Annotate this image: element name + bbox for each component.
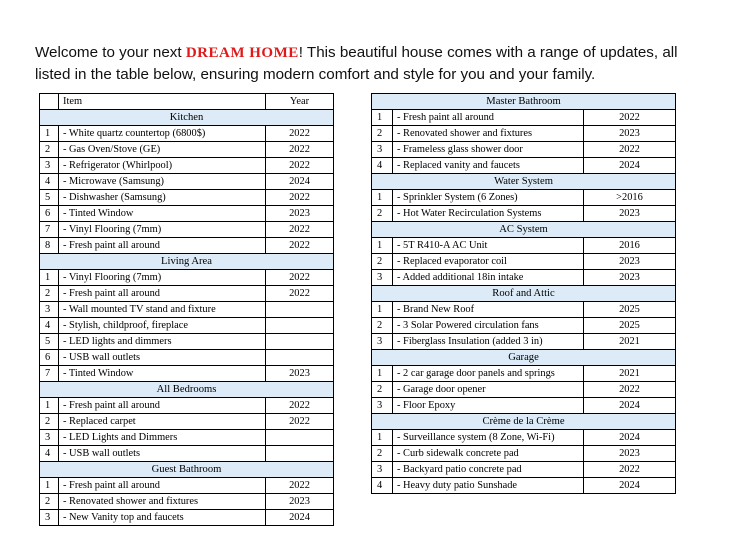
- row-year: [266, 446, 334, 462]
- row-number: 1: [372, 302, 393, 318]
- row-item: - New Vanity top and faucets: [59, 510, 266, 526]
- section-title: Living Area: [40, 254, 334, 270]
- table-row: [40, 366, 334, 382]
- row-number: 7: [40, 366, 59, 382]
- table-row: [372, 430, 676, 446]
- section-title: Water System: [372, 174, 676, 190]
- row-item: - Microwave (Samsung): [59, 174, 266, 190]
- section-header-row: [372, 286, 676, 302]
- table-row: [40, 318, 334, 334]
- row-number: 1: [372, 430, 393, 446]
- table-row: [40, 174, 334, 190]
- row-year: 2023: [266, 494, 334, 510]
- row-year: [266, 430, 334, 446]
- row-number: 1: [372, 110, 393, 126]
- row-year: 2024: [583, 430, 675, 446]
- row-year: 2016: [583, 238, 675, 254]
- table-row: [40, 494, 334, 510]
- table-row: [40, 302, 334, 318]
- table-row: [40, 158, 334, 174]
- row-item: - Vinyl Flooring (7mm): [59, 222, 266, 238]
- table-row: [40, 398, 334, 414]
- table-row: [40, 510, 334, 526]
- table-row: [372, 302, 676, 318]
- table-row: [372, 206, 676, 222]
- table-row: [40, 126, 334, 142]
- table-row: [372, 142, 676, 158]
- row-number: 1: [40, 270, 59, 286]
- row-item: - Fresh paint all around: [59, 286, 266, 302]
- table-row: [372, 126, 676, 142]
- row-year: 2024: [266, 174, 334, 190]
- row-year: 2024: [583, 158, 675, 174]
- row-number: 2: [40, 142, 59, 158]
- section-title: Crème de la Crème: [372, 414, 676, 430]
- table-row: [40, 222, 334, 238]
- section-header-row: [40, 382, 334, 398]
- row-number: 4: [40, 174, 59, 190]
- section-title: Kitchen: [40, 110, 334, 126]
- table-row: [372, 158, 676, 174]
- row-item: - 3 Solar Powered circulation fans: [393, 318, 584, 334]
- row-year: 2024: [583, 398, 675, 414]
- row-item: - Floor Epoxy: [393, 398, 584, 414]
- row-year: 2025: [583, 302, 675, 318]
- row-item: - Heavy duty patio Sunshade: [393, 478, 584, 494]
- row-year: 2023: [266, 206, 334, 222]
- row-year: >2016: [583, 190, 675, 206]
- row-year: [266, 318, 334, 334]
- table-row: [372, 478, 676, 494]
- section-header-row: [372, 414, 676, 430]
- row-item: - Fresh paint all around: [59, 398, 266, 414]
- row-number: 4: [372, 478, 393, 494]
- section-title: Garage: [372, 350, 676, 366]
- intro-text-after: ! This beautiful house comes with a range of updates, all listed in the table below, ensuring modern comfort and style for you and your family.: [35, 44, 678, 83]
- row-item: - Renovated shower and fixtures: [393, 126, 584, 142]
- row-number: 1: [372, 366, 393, 382]
- dream-home-highlight: DREAM HOME: [185, 45, 299, 61]
- table-row: [40, 286, 334, 302]
- row-item: - Fresh paint all around: [59, 238, 266, 254]
- row-item: - Sprinkler System (6 Zones): [393, 190, 584, 206]
- section-title: Master Bathroom: [372, 94, 676, 110]
- row-year: 2024: [583, 478, 675, 494]
- row-number: 3: [372, 142, 393, 158]
- section-header-row: [372, 174, 676, 190]
- row-item: - Replaced carpet: [59, 414, 266, 430]
- row-number: 3: [40, 430, 59, 446]
- row-number: 6: [40, 206, 59, 222]
- row-item: - Vinyl Flooring (7mm): [59, 270, 266, 286]
- row-year: 2022: [266, 238, 334, 254]
- row-number: 1: [372, 238, 393, 254]
- row-year: 2024: [266, 510, 334, 526]
- section-header-row: [40, 254, 334, 270]
- header-item-cell: Item: [59, 94, 266, 110]
- row-item: - Curb sidewalk concrete pad: [393, 446, 584, 462]
- row-item: - LED Lights and Dimmers: [59, 430, 266, 446]
- table-row: [40, 206, 334, 222]
- row-number: 2: [40, 494, 59, 510]
- row-year: 2022: [266, 158, 334, 174]
- section-header-row: [40, 462, 334, 478]
- row-item: - Fresh paint all around: [393, 110, 584, 126]
- row-number: 3: [40, 510, 59, 526]
- row-number: 1: [40, 126, 59, 142]
- table-row: [40, 238, 334, 254]
- row-item: - Replaced evaporator coil: [393, 254, 584, 270]
- row-number: 1: [40, 478, 59, 494]
- row-item: - Wall mounted TV stand and fixture: [59, 302, 266, 318]
- table-row: [372, 318, 676, 334]
- header-year-cell: Year: [266, 94, 334, 110]
- intro-text-before: Welcome to your next: [35, 44, 186, 61]
- table-row: [40, 190, 334, 206]
- row-number: 3: [372, 462, 393, 478]
- row-number: 6: [40, 350, 59, 366]
- row-year: 2023: [583, 270, 675, 286]
- row-item: - LED lights and dimmers: [59, 334, 266, 350]
- row-year: 2025: [583, 318, 675, 334]
- row-item: - Stylish, childproof, fireplace: [59, 318, 266, 334]
- section-title: All Bedrooms: [40, 382, 334, 398]
- row-item: - Brand New Roof: [393, 302, 584, 318]
- row-item: - 5T R410-A AC Unit: [393, 238, 584, 254]
- row-number: 1: [40, 398, 59, 414]
- row-year: 2022: [266, 142, 334, 158]
- row-number: 3: [372, 334, 393, 350]
- row-year: 2022: [266, 270, 334, 286]
- row-item: - White quartz countertop (6800$): [59, 126, 266, 142]
- row-number: 1: [372, 190, 393, 206]
- row-year: 2022: [266, 414, 334, 430]
- row-item: - Garage door opener: [393, 382, 584, 398]
- row-number: 3: [372, 270, 393, 286]
- row-item: - Fresh paint all around: [59, 478, 266, 494]
- row-number: 2: [372, 206, 393, 222]
- row-item: - 2 car garage door panels and springs: [393, 366, 584, 382]
- section-header-row: [372, 350, 676, 366]
- row-item: - Refrigerator (Whirlpool): [59, 158, 266, 174]
- row-year: 2022: [583, 110, 675, 126]
- row-year: 2023: [583, 126, 675, 142]
- table-row: [372, 254, 676, 270]
- row-year: 2022: [583, 462, 675, 478]
- row-year: 2022: [266, 126, 334, 142]
- row-number: 2: [372, 446, 393, 462]
- row-number: 3: [372, 398, 393, 414]
- row-year: 2023: [583, 446, 675, 462]
- row-year: [266, 302, 334, 318]
- table-row: [372, 238, 676, 254]
- section-title: AC System: [372, 222, 676, 238]
- table-row: [40, 350, 334, 366]
- row-item: - Tinted Window: [59, 366, 266, 382]
- row-item: - Added additional 18in intake: [393, 270, 584, 286]
- row-item: - Surveillance system (8 Zone, Wi-Fi): [393, 430, 584, 446]
- row-item: - USB wall outlets: [59, 350, 266, 366]
- row-number: 2: [372, 318, 393, 334]
- right-updates-table: [371, 93, 676, 494]
- row-item: - Frameless glass shower door: [393, 142, 584, 158]
- row-item: - Replaced vanity and faucets: [393, 158, 584, 174]
- table-row: [372, 398, 676, 414]
- row-year: 2023: [583, 254, 675, 270]
- row-number: 3: [40, 158, 59, 174]
- row-year: [266, 350, 334, 366]
- section-title: Roof and Attic: [372, 286, 676, 302]
- row-item: - Tinted Window: [59, 206, 266, 222]
- row-year: 2022: [266, 190, 334, 206]
- table-header-row: [40, 94, 334, 110]
- row-year: 2022: [266, 286, 334, 302]
- table-row: [372, 366, 676, 382]
- table-row: [372, 446, 676, 462]
- table-row: [40, 446, 334, 462]
- row-year: [266, 334, 334, 350]
- row-item: - Fiberglass Insulation (added 3 in): [393, 334, 584, 350]
- row-item: - Dishwasher (Samsung): [59, 190, 266, 206]
- row-year: 2022: [266, 478, 334, 494]
- intro-paragraph: [35, 42, 705, 85]
- row-number: 2: [372, 382, 393, 398]
- row-year: 2022: [583, 142, 675, 158]
- table-row: [372, 270, 676, 286]
- row-item: - Gas Oven/Stove (GE): [59, 142, 266, 158]
- row-year: 2023: [266, 366, 334, 382]
- row-year: 2022: [583, 382, 675, 398]
- row-number: 3: [40, 302, 59, 318]
- row-number: 7: [40, 222, 59, 238]
- section-header-row: [372, 94, 676, 110]
- table-row: [372, 334, 676, 350]
- section-title: Guest Bathroom: [40, 462, 334, 478]
- header-num-cell: [40, 94, 59, 110]
- row-item: - Hot Water Recirculation Systems: [393, 206, 584, 222]
- row-year: 2022: [266, 398, 334, 414]
- table-row: [372, 190, 676, 206]
- section-header-row: [372, 222, 676, 238]
- row-year: 2022: [266, 222, 334, 238]
- row-year: 2023: [583, 206, 675, 222]
- row-number: 4: [40, 446, 59, 462]
- row-year: 2021: [583, 334, 675, 350]
- row-item: - Backyard patio concrete pad: [393, 462, 584, 478]
- row-number: 8: [40, 238, 59, 254]
- table-row: [372, 382, 676, 398]
- row-number: 2: [372, 126, 393, 142]
- table-row: [40, 334, 334, 350]
- row-number: 5: [40, 334, 59, 350]
- row-year: 2021: [583, 366, 675, 382]
- table-row: [40, 142, 334, 158]
- row-number: 5: [40, 190, 59, 206]
- row-number: 4: [372, 158, 393, 174]
- row-number: 2: [40, 414, 59, 430]
- table-row: [40, 430, 334, 446]
- left-updates-table: [39, 93, 334, 526]
- row-number: 2: [372, 254, 393, 270]
- table-row: [372, 110, 676, 126]
- section-header-row: [40, 110, 334, 126]
- table-row: [40, 414, 334, 430]
- table-row: [40, 478, 334, 494]
- table-row: [40, 270, 334, 286]
- table-row: [372, 462, 676, 478]
- row-item: - USB wall outlets: [59, 446, 266, 462]
- row-number: 4: [40, 318, 59, 334]
- row-item: - Renovated shower and fixtures: [59, 494, 266, 510]
- row-number: 2: [40, 286, 59, 302]
